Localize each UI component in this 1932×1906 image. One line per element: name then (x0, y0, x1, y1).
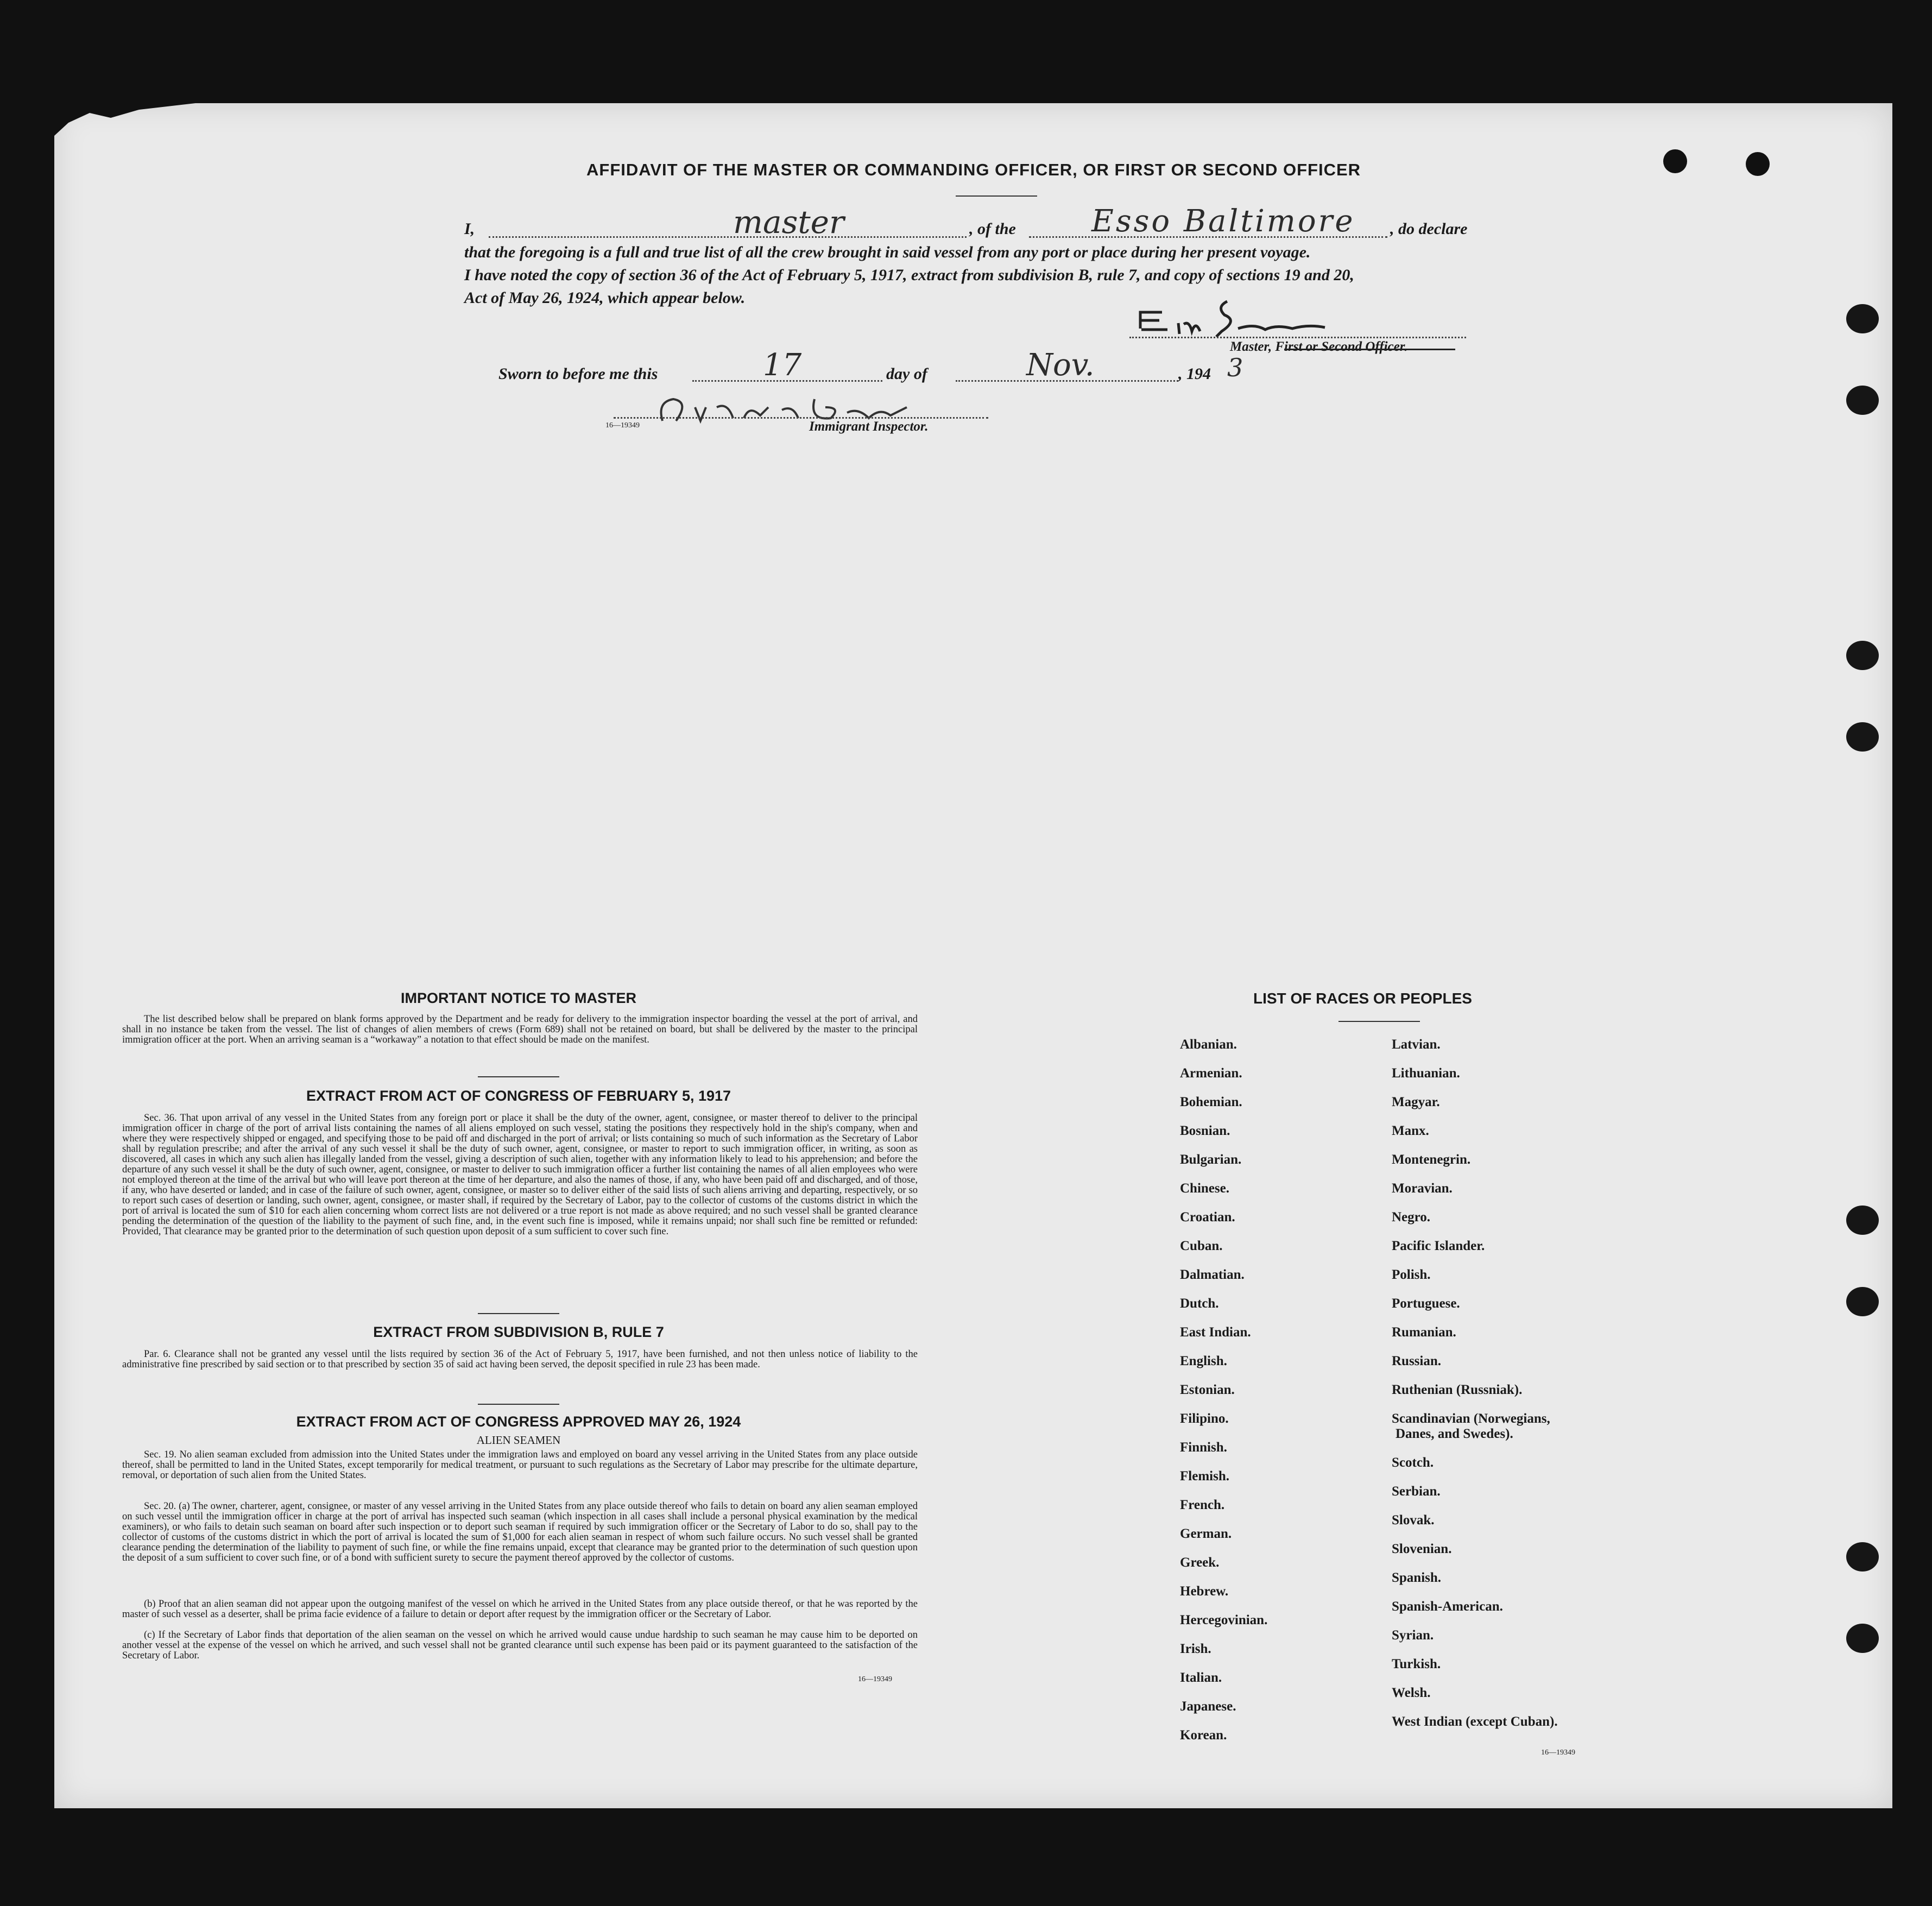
form-number-top: 16—19349 (605, 421, 640, 430)
divider (478, 1076, 559, 1077)
sec19-text: Sec. 19. No alien seaman excluded from admission into the United States under the immigration laws and employed on board any vessel arriving in the United States from any place outside thereof, shall be permitted to land in the United States, except temporarily for medical treatment, or pursuant to such regulations as the Secretary of Labor may prescribe for the ultimate departure, removal, or deportation of such alien from the United States. (122, 1449, 918, 1481)
day-of: day of (886, 365, 927, 383)
inspector-caption: Immigrant Inspector. (809, 419, 929, 434)
race-item: Italian. (1180, 1670, 1222, 1685)
sec20a-text: Sec. 20. (a) The owner, charterer, agent, consignee, or master of any vessel arriving in the United States from any place outside thereof who fails to detain on board any alien seaman employed on such vessel until the immigration officer in charge at the port of arrival has inspected such seaman (which inspection in all cases shall include a personal physical examination by the medical examiners), or who fails to detain such seaman on board after such inspection or to deport such seaman if required by such immigration officer or the Secretary of Labor to do so, shall pay to the collector of customs of the customs district in which the port of arrival is located the sum of $1,000 for each alien seaman in respect of whom such failure occurs. No such vessel shall be granted clearance pending the determination of the liability to payment of such fine, or while the fine remains unpaid, except that clearance may be granted prior to the determination of such question upon the deposit of a sum sufficient to cover such fine, or of a bond with sufficient surety to secure the payment thereof approved by the collector of customs. (122, 1501, 918, 1563)
race-item: Bulgarian. (1180, 1152, 1242, 1167)
race-item: Welsh. (1392, 1686, 1431, 1700)
race-item: Pacific Islander. (1392, 1239, 1485, 1253)
affidavit-title: AFFIDAVIT OF THE MASTER OR COMMANDING OFFICER, OR FIRST OR SECOND OFFICER (586, 160, 1361, 179)
race-item: Filipino. (1180, 1411, 1229, 1426)
affidavit-declare: , do declare (1390, 220, 1468, 238)
race-item: Ruthenian (Russniak). (1392, 1383, 1523, 1397)
binder-hole (1846, 304, 1879, 333)
race-item: German. (1180, 1526, 1232, 1541)
race-item: Japanese. (1180, 1699, 1236, 1714)
race-item: Hercegovinian. (1180, 1613, 1268, 1627)
race-item: East Indian. (1180, 1325, 1251, 1340)
race-item: Serbian. (1392, 1484, 1441, 1499)
handwritten-month: Nov. (1026, 348, 1095, 383)
binder-hole (1846, 641, 1879, 670)
race-item: Korean. (1180, 1728, 1227, 1743)
race-item: Turkish. (1392, 1657, 1441, 1671)
race-item: Spanish. (1392, 1570, 1442, 1585)
punch-hole (1663, 149, 1687, 173)
race-item: Albanian. (1180, 1037, 1237, 1052)
race-item: Chinese. (1180, 1181, 1229, 1196)
extract-1924-title: EXTRACT FROM ACT OF CONGRESS APPROVED MAY 26, 1924 (296, 1413, 741, 1430)
handwritten-day: 17 (763, 348, 802, 383)
race-item: Greek. (1180, 1555, 1220, 1570)
master-signature-line (1129, 337, 1466, 338)
binder-hole (1846, 1287, 1879, 1316)
rule7-title: EXTRACT FROM SUBDIVISION B, RULE 7 (373, 1324, 664, 1340)
race-item: Syrian. (1392, 1628, 1434, 1643)
races-title: LIST OF RACES OR PEOPLES (1253, 990, 1472, 1007)
race-item: Danes, and Swedes). (1396, 1427, 1513, 1441)
sworn-prefix: Sworn to before me this (498, 365, 658, 383)
race-item: Cuban. (1180, 1239, 1223, 1253)
binder-hole (1846, 1624, 1879, 1653)
race-item: Slovenian. (1392, 1542, 1452, 1556)
inspector-line (614, 417, 988, 419)
strike-first (1284, 349, 1455, 350)
race-item: West Indian (except Cuban). (1392, 1714, 1558, 1729)
divider (956, 195, 1037, 197)
alien-seamen-subtitle: ALIEN SEAMEN (476, 1434, 561, 1447)
binder-hole (1846, 722, 1879, 752)
race-item: English. (1180, 1354, 1227, 1368)
affidavit-body-2: that the foregoing is a full and true list of all the crew brought in said vessel from any port or place during her present voyage. (464, 243, 1311, 261)
binder-hole (1846, 1542, 1879, 1571)
race-item: Lithuanian. (1392, 1066, 1460, 1081)
master-caption: Master, First or Second Officer. (1230, 339, 1408, 354)
race-item: Finnish. (1180, 1440, 1227, 1455)
race-item: Dutch. (1180, 1296, 1219, 1311)
form-number-mid: 16—19349 (858, 1675, 892, 1683)
sec20c-text: (c) If the Secretary of Labor finds that deportation of the alien seaman on the vessel on which he arrived would cause undue hardship to such seaman he may cause him to be deported on another vessel at the expense of the vessel on which he arrived, and such vessel shall not be granted clearance until such expense has been paid or its payment guaranteed to the satisfaction of the Secretary of Labor. (122, 1630, 918, 1661)
race-item: Polish. (1392, 1267, 1431, 1282)
race-item: Slovak. (1392, 1513, 1435, 1528)
race-item: Spanish-American. (1392, 1599, 1503, 1614)
role-line (489, 236, 967, 238)
extract-1917-title: EXTRACT FROM ACT OF CONGRESS OF FEBRUARY 5, 1917 (306, 1088, 731, 1104)
race-item: Armenian. (1180, 1066, 1242, 1081)
race-item: Montenegrin. (1392, 1152, 1471, 1167)
affidavit-body-3: I have noted the copy of section 36 of the Act of February 5, 1917, extract from subdivision B, rule 7, and copy of sections 19 and 20, (464, 266, 1354, 284)
race-item: Manx. (1392, 1124, 1429, 1138)
race-item: Bosnian. (1180, 1124, 1230, 1138)
rule7-text: Par. 6. Clearance shall not be granted any vessel until the lists required by section 36 of the Act of February 5, 1917, have been furnished, and not then unless notice of liability to the administrative fine prescribed by said section or to that prescribed by section 35 of said act having been served, the deposit specified in rule 23 has been made. (122, 1349, 918, 1370)
race-item: Scandinavian (Norwegians, (1392, 1411, 1550, 1426)
punch-hole (1746, 152, 1770, 176)
handwritten-vessel: Esso Baltimore (1091, 204, 1355, 239)
form-number-races: 16—19349 (1541, 1749, 1575, 1757)
race-item: Bohemian. (1180, 1095, 1242, 1109)
race-item: Russian. (1392, 1354, 1442, 1368)
race-item: Scotch. (1392, 1455, 1434, 1470)
year-prefix: , 194 (1178, 365, 1211, 383)
race-item: Croatian. (1180, 1210, 1235, 1225)
handwritten-role: master (733, 204, 844, 241)
binder-hole (1846, 386, 1879, 415)
handwritten-year: 3 (1227, 353, 1243, 382)
race-item: Portuguese. (1392, 1296, 1460, 1311)
race-item: Flemish. (1180, 1469, 1229, 1484)
race-item: Irish. (1180, 1642, 1211, 1656)
race-item: Latvian. (1392, 1037, 1441, 1052)
affidavit-prefix: I, (464, 220, 475, 238)
race-item: Hebrew. (1180, 1584, 1229, 1599)
notice-text: The list described below shall be prepared on blank forms approved by the Department and be ready for delivery to the immigration inspector boarding the vessel at the port of arrival, and shall in no instance be taken from the vessel. The list of changes of alien members of crews (Form 689) shall not be retained on board, but shall be delivered by the master to the principal immigration officer at the port. When an arriving seaman is a “workaway” a notation to that effect should be made on the manifest. (122, 1014, 918, 1045)
race-item: Negro. (1392, 1210, 1431, 1225)
sec20b-text: (b) Proof that an alien seaman did not appear upon the outgoing manifest of the vessel on which he arrived in the United States from any place outside thereof, or that he was reported by the master of such vessel as a deserter, shall be prima facie evidence of a failure to detain or deport after request by the immigration officer or the Secretary of Labor. (122, 1599, 918, 1620)
affidavit-body-4: Act of May 26, 1924, which appear below. (464, 289, 746, 307)
extract-1917-text: Sec. 36. That upon arrival of any vessel in the United States from any foreign port or place it shall be the duty of the owner, agent, consignee, or master thereof to deliver to the principal immigration officer in charge of the port of arrival lists containing the names of all aliens employed on such vessel, stating the positions they respectively hold in the ship's company, when and where they were respectively shipped or engaged, and specifying those to be paid off and discharged in the port of arrival; or lists containing so much of such information as the Secretary of Labor shall by regulation prescribe; and after the arrival of any such vessel it shall be the duty of such owner, agent, consignee, or master to report to such immigration officer, in writing, as soon as discovered, all cases in which any such alien has illegally landed from the vessel, giving a description of such alien, together with any information likely to lead to his apprehension; and before the departure of any such vessel it shall be the duty of such owner, agent, consignee, or master to deliver to such immigration officer a further list containing the names of all alien employees who were not employed thereon at the time of the arrival but who will leave port thereon at the time of her departure, and also the names of those, if any, who have been paid off and discharged, and of those, if any, who have deserted or landed; and in case of the failure of such owner, agent, consignee, or master so to deliver either of the said lists of such aliens arriving and departing, respectively, or so to report such cases of desertion or landing, such owner, agent, consignee, or master shall, if required by the Secretary of Labor, pay to the collector of customs of the customs district in which the port of arrival is located the sum of $10 for each alien concerning whom correct lists are not delivered or a true report is not made as above required; and no such vessel shall be granted clearance pending the determination of the question of the liability to the payment of such fine, and, in the event such fine is imposed, while it remains unpaid; nor shall such fine be remitted or refunded: Provided, That clearance may be granted prior to the determination of such question upon deposit of a sum sufficient to cover such fine. (122, 1113, 918, 1237)
affidavit-of-the: , of the (969, 220, 1016, 238)
race-item: Rumanian. (1392, 1325, 1456, 1340)
race-item: Moravian. (1392, 1181, 1453, 1196)
race-item: Magyar. (1392, 1095, 1440, 1109)
divider (478, 1404, 559, 1405)
divider (1338, 1021, 1420, 1022)
race-item: French. (1180, 1498, 1225, 1512)
binder-hole (1846, 1206, 1879, 1235)
divider (478, 1313, 559, 1314)
race-item: Dalmatian. (1180, 1267, 1245, 1282)
notice-title: IMPORTANT NOTICE TO MASTER (401, 990, 636, 1006)
race-item: Estonian. (1180, 1383, 1235, 1397)
